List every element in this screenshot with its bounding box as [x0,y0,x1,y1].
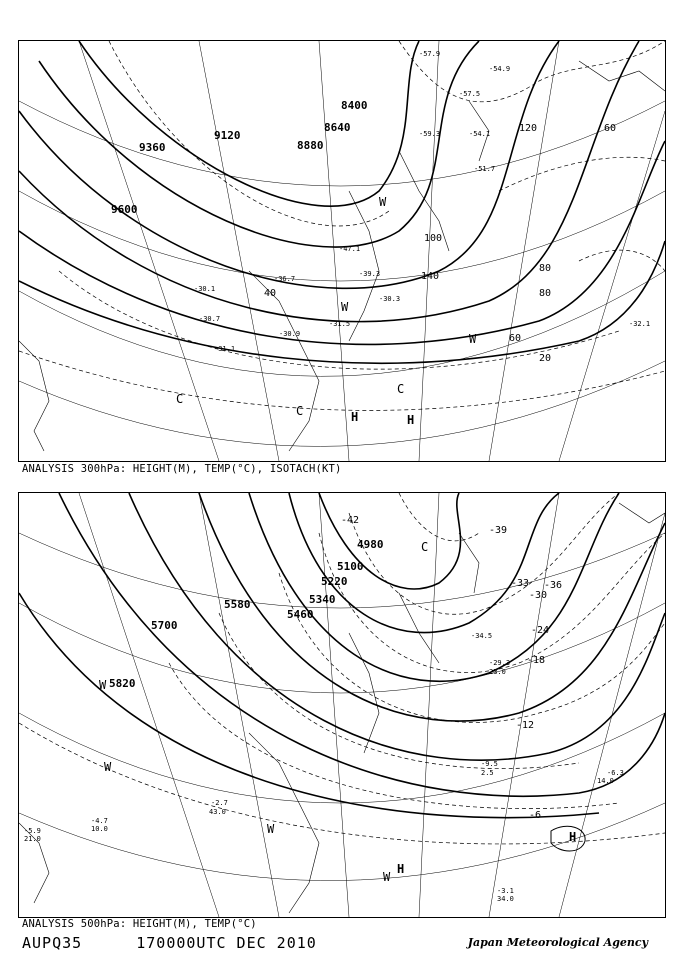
station-value: -4.7 [91,817,108,825]
height-label: 9360 [139,141,166,154]
temp-label: -12 [516,720,535,731]
station-value: 34.0 [497,895,514,903]
height-label: 5220 [321,575,348,588]
station-value: 2.5 [481,769,494,777]
height-label: 5580 [224,598,251,611]
warm-center: W [341,300,349,314]
temp-label: -57.5 [459,90,481,98]
station-value: -9.5 [481,760,498,768]
height-label: 8640 [324,121,351,134]
height-labels [109,538,384,690]
temp-label: -24 [531,625,550,636]
cold-center: C [176,392,184,406]
chart-code: AUPQ35 [22,934,83,952]
isotach-label: 20 [539,353,552,364]
isotach-label: 40 [264,288,277,299]
warm-center: W [379,195,387,209]
height-label: 5100 [337,560,364,573]
map-500hpa-caption: ANALYSIS 500hPa: HEIGHT(M), TEMP(°C) [22,918,257,930]
warm-center: W [267,822,275,836]
isotach-label: 60 [604,123,617,134]
isotach-label: 80 [539,288,552,299]
station-value: -29.3 [489,659,511,667]
height-label: 9120 [214,129,241,142]
pressure-centers [176,195,477,427]
height-label: 9600 [111,203,138,216]
station-value: -5.9 [24,827,41,835]
isotach-label: 120 [519,123,538,134]
temp-label: -30 [529,590,548,601]
isotach-label: 100 [424,233,443,244]
map-300hpa-caption: ANALYSIS 300hPa: HEIGHT(M), TEMP(°C), ISOTACH(KT) [22,463,342,475]
temp-label: -6 [529,810,542,821]
temp-label: -36.7 [274,275,296,283]
high-center: H [407,413,415,427]
temp-label: -42 [341,515,360,526]
warm-center: W [99,678,107,692]
station-values [24,632,624,903]
temp-label: -57.9 [419,50,441,58]
isotherm-labels [341,515,562,821]
temp-label: -39 [489,525,508,536]
temp-label: -51.7 [474,165,496,173]
temp-label: -30.9 [279,330,301,338]
temp-label: -59.3 [419,130,441,138]
temp-label: -54.1 [469,130,491,138]
temp-label: -30.1 [194,285,216,293]
isotach-label: 140 [421,271,440,282]
map-500hpa [18,492,666,918]
station-value: 21.0 [24,835,41,843]
cold-center: C [296,404,304,418]
warm-center: W [104,760,112,774]
isotherms [19,493,665,844]
cold-center: C [421,540,429,554]
temp-label: -39.3 [359,270,381,278]
high-center: H [351,410,359,424]
height-label: 5340 [309,593,336,606]
height-label: 5820 [109,677,136,690]
warm-center: W [469,332,477,346]
isotach-label: 60 [509,333,522,344]
temp-label: -30.3 [379,295,401,303]
chart-time: 170000UTC DEC 2010 [136,934,317,952]
station-value: 23.0 [489,668,506,676]
height-label: 5700 [151,619,178,632]
temp-label: -18 [527,655,546,666]
temp-label: -33 [511,578,530,589]
warm-center: W [383,870,391,884]
height-contours [19,493,665,818]
station-value: 10.0 [91,825,108,833]
station-value: -2.7 [211,799,228,807]
temp-label: -36 [544,580,563,591]
height-label: 8400 [341,99,368,112]
station-value: 14.0 [597,777,614,785]
isotach-label: 80 [539,263,552,274]
temp-label: -31.1 [214,345,236,353]
high-center: H [397,862,405,876]
map-500hpa-canvas [19,493,665,917]
chart-identifier [22,934,317,952]
temp-label: -31.5 [329,320,351,328]
agency-name: Japan Meteorological Agency [467,936,648,949]
station-value: -34.5 [471,632,493,640]
temp-label: -32.1 [629,320,651,328]
height-label: 8880 [297,139,324,152]
cold-center: C [397,382,405,396]
isotachs [19,41,665,410]
station-value: -3.1 [497,887,514,895]
temp-label: -47.1 [339,245,361,253]
temp-label: -54.9 [489,65,511,73]
height-label: 4980 [357,538,384,551]
temp-label: -30.7 [199,315,221,323]
graticule [19,493,665,917]
map-300hpa [18,40,666,462]
map-300hpa-canvas [19,41,665,461]
height-label: 5460 [287,608,314,621]
station-value: -6.3 [607,769,624,777]
high-center: H [569,830,577,844]
station-value: 43.0 [209,808,226,816]
